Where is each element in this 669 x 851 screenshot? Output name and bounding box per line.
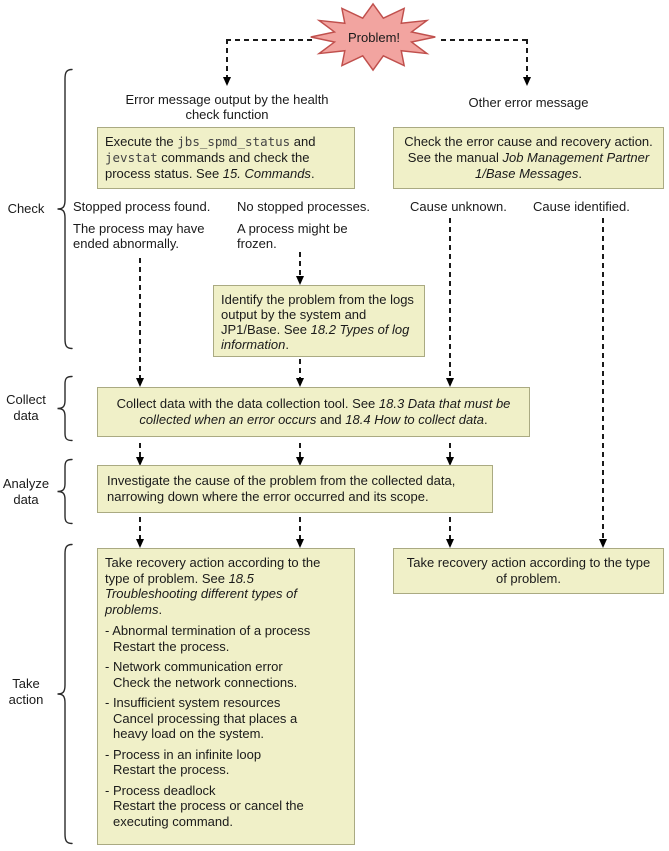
stage-label-line: Take [12,676,40,691]
problem-label: Problem! [347,29,401,45]
text-segment: . [310,166,315,181]
stage-label-line: data [13,492,39,507]
connector-top-right [441,39,529,41]
action-stage-brace [56,543,74,845]
action-item [105,623,347,654]
reference-link: 18.5 Troubleshooting different types of problems [105,570,297,617]
action-item [105,747,347,778]
arrow-frozen-to-identify [299,252,301,276]
action-item-remedy: Restart the process. [113,762,230,777]
manual-title: Job Management Partner 1/Base Messages [475,150,650,181]
label-no-stopped-processes: No stopped processes. [237,199,370,214]
reference-link: 18.4 How to collect data [345,412,485,427]
action-item [105,783,347,830]
action-item-remedy: Restart the process or cancel the executing command. [113,798,304,829]
take-action-simple-box: Take recovery action according to the type of problem. [393,548,664,594]
execute-commands-box [97,127,355,189]
check-error-cause-box [393,127,664,189]
text-segment: Check the error cause and recovery action. See the manual [404,134,653,165]
action-item-problem: - Network communication error [105,659,283,674]
action-item-problem: - Process deadlock [105,782,216,798]
action-item-remedy: Restart the process. [113,638,230,654]
stage-label-check: Check [7,201,45,216]
arrow-to-health-check-branch [226,39,228,77]
action-item [105,695,347,742]
stage-label-line: data [13,408,39,423]
text-segment: . [158,601,163,617]
label-cause-unknown: Cause unknown. [410,199,507,214]
connector-top-left [226,39,314,41]
arrow-analyze-to-action [299,517,301,539]
check-stage-brace [56,68,74,350]
reference-link: 18.2 Types of log information [221,322,410,352]
left-branch-heading: Error message output by the health check function [125,92,329,122]
command-name: jevstat [105,150,158,165]
text-segment: Collect data with the data collection tool. See [116,396,379,411]
arrow-identified-to-action [602,218,604,539]
action-item-remedy: Check the network connections. [113,674,298,690]
label-stopped-process-found: Stopped process found. [73,199,211,214]
arrow-collect-to-analyze [449,443,451,457]
arrow-stopped-to-collect [139,258,141,378]
analyze-stage-brace [56,458,74,525]
analyze-data-box [97,465,493,513]
action-item [105,659,347,690]
stage-label-action [0,676,52,708]
action-intro [105,555,347,617]
arrow-analyze-to-action [139,517,141,539]
collect-stage-brace [56,375,74,442]
identify-problem-box [213,285,425,357]
command-name: jbs_spmd_status [177,134,291,149]
stage-label-collect [0,392,52,424]
action-item-remedy: Cancel processing that places a heavy load on the system. [113,710,298,741]
stage-label-line: action [8,692,44,707]
text-segment: Investigate the cause of the problem from the collected data, narrowing down where the error occurred and its scope. [107,473,456,504]
label-process-frozen: A process might be frozen. [237,221,348,251]
text-segment: Execute the [105,134,178,149]
text-segment: . [484,412,488,427]
label-ended-abnormally: The process may have ended abnormally. [73,221,205,251]
right-branch-heading: Other error message [468,95,589,110]
text-segment: Identify the problem from the logs output by the system and JP1/Base. See [221,292,414,337]
text-segment: and [316,412,346,427]
text-segment: commands and check the process status. See [105,150,310,181]
collect-data-box [97,387,530,437]
arrow-collect-to-analyze [299,443,301,457]
take-action-detail-box [97,548,355,845]
arrow-analyze-to-action-right [449,517,451,539]
stage-label-analyze [0,476,52,508]
arrow-collect-to-analyze [139,443,141,457]
stage-label-line: Collect [6,392,46,407]
text-segment: . [285,337,289,352]
reference-link: 18.3 Data that must be collected when an error occurs [139,396,511,427]
stage-label-line: Analyze [2,476,50,491]
arrow-unknown-to-collect [449,218,451,378]
arrow-identify-to-collect [299,359,301,378]
action-item-problem: - Insufficient system resources [105,695,281,710]
action-item-problem: - Process in an infinite loop [105,746,262,762]
label-cause-identified: Cause identified. [533,199,630,214]
text-segment: . [578,166,582,181]
text-segment: Take recovery action according to the type of problem. See [105,555,321,586]
reference-link: 15. Commands [222,166,311,181]
action-item-problem: - Abnormal termination of a process [105,623,311,638]
text-segment: and [290,134,316,149]
arrow-to-other-error-branch [526,39,528,77]
